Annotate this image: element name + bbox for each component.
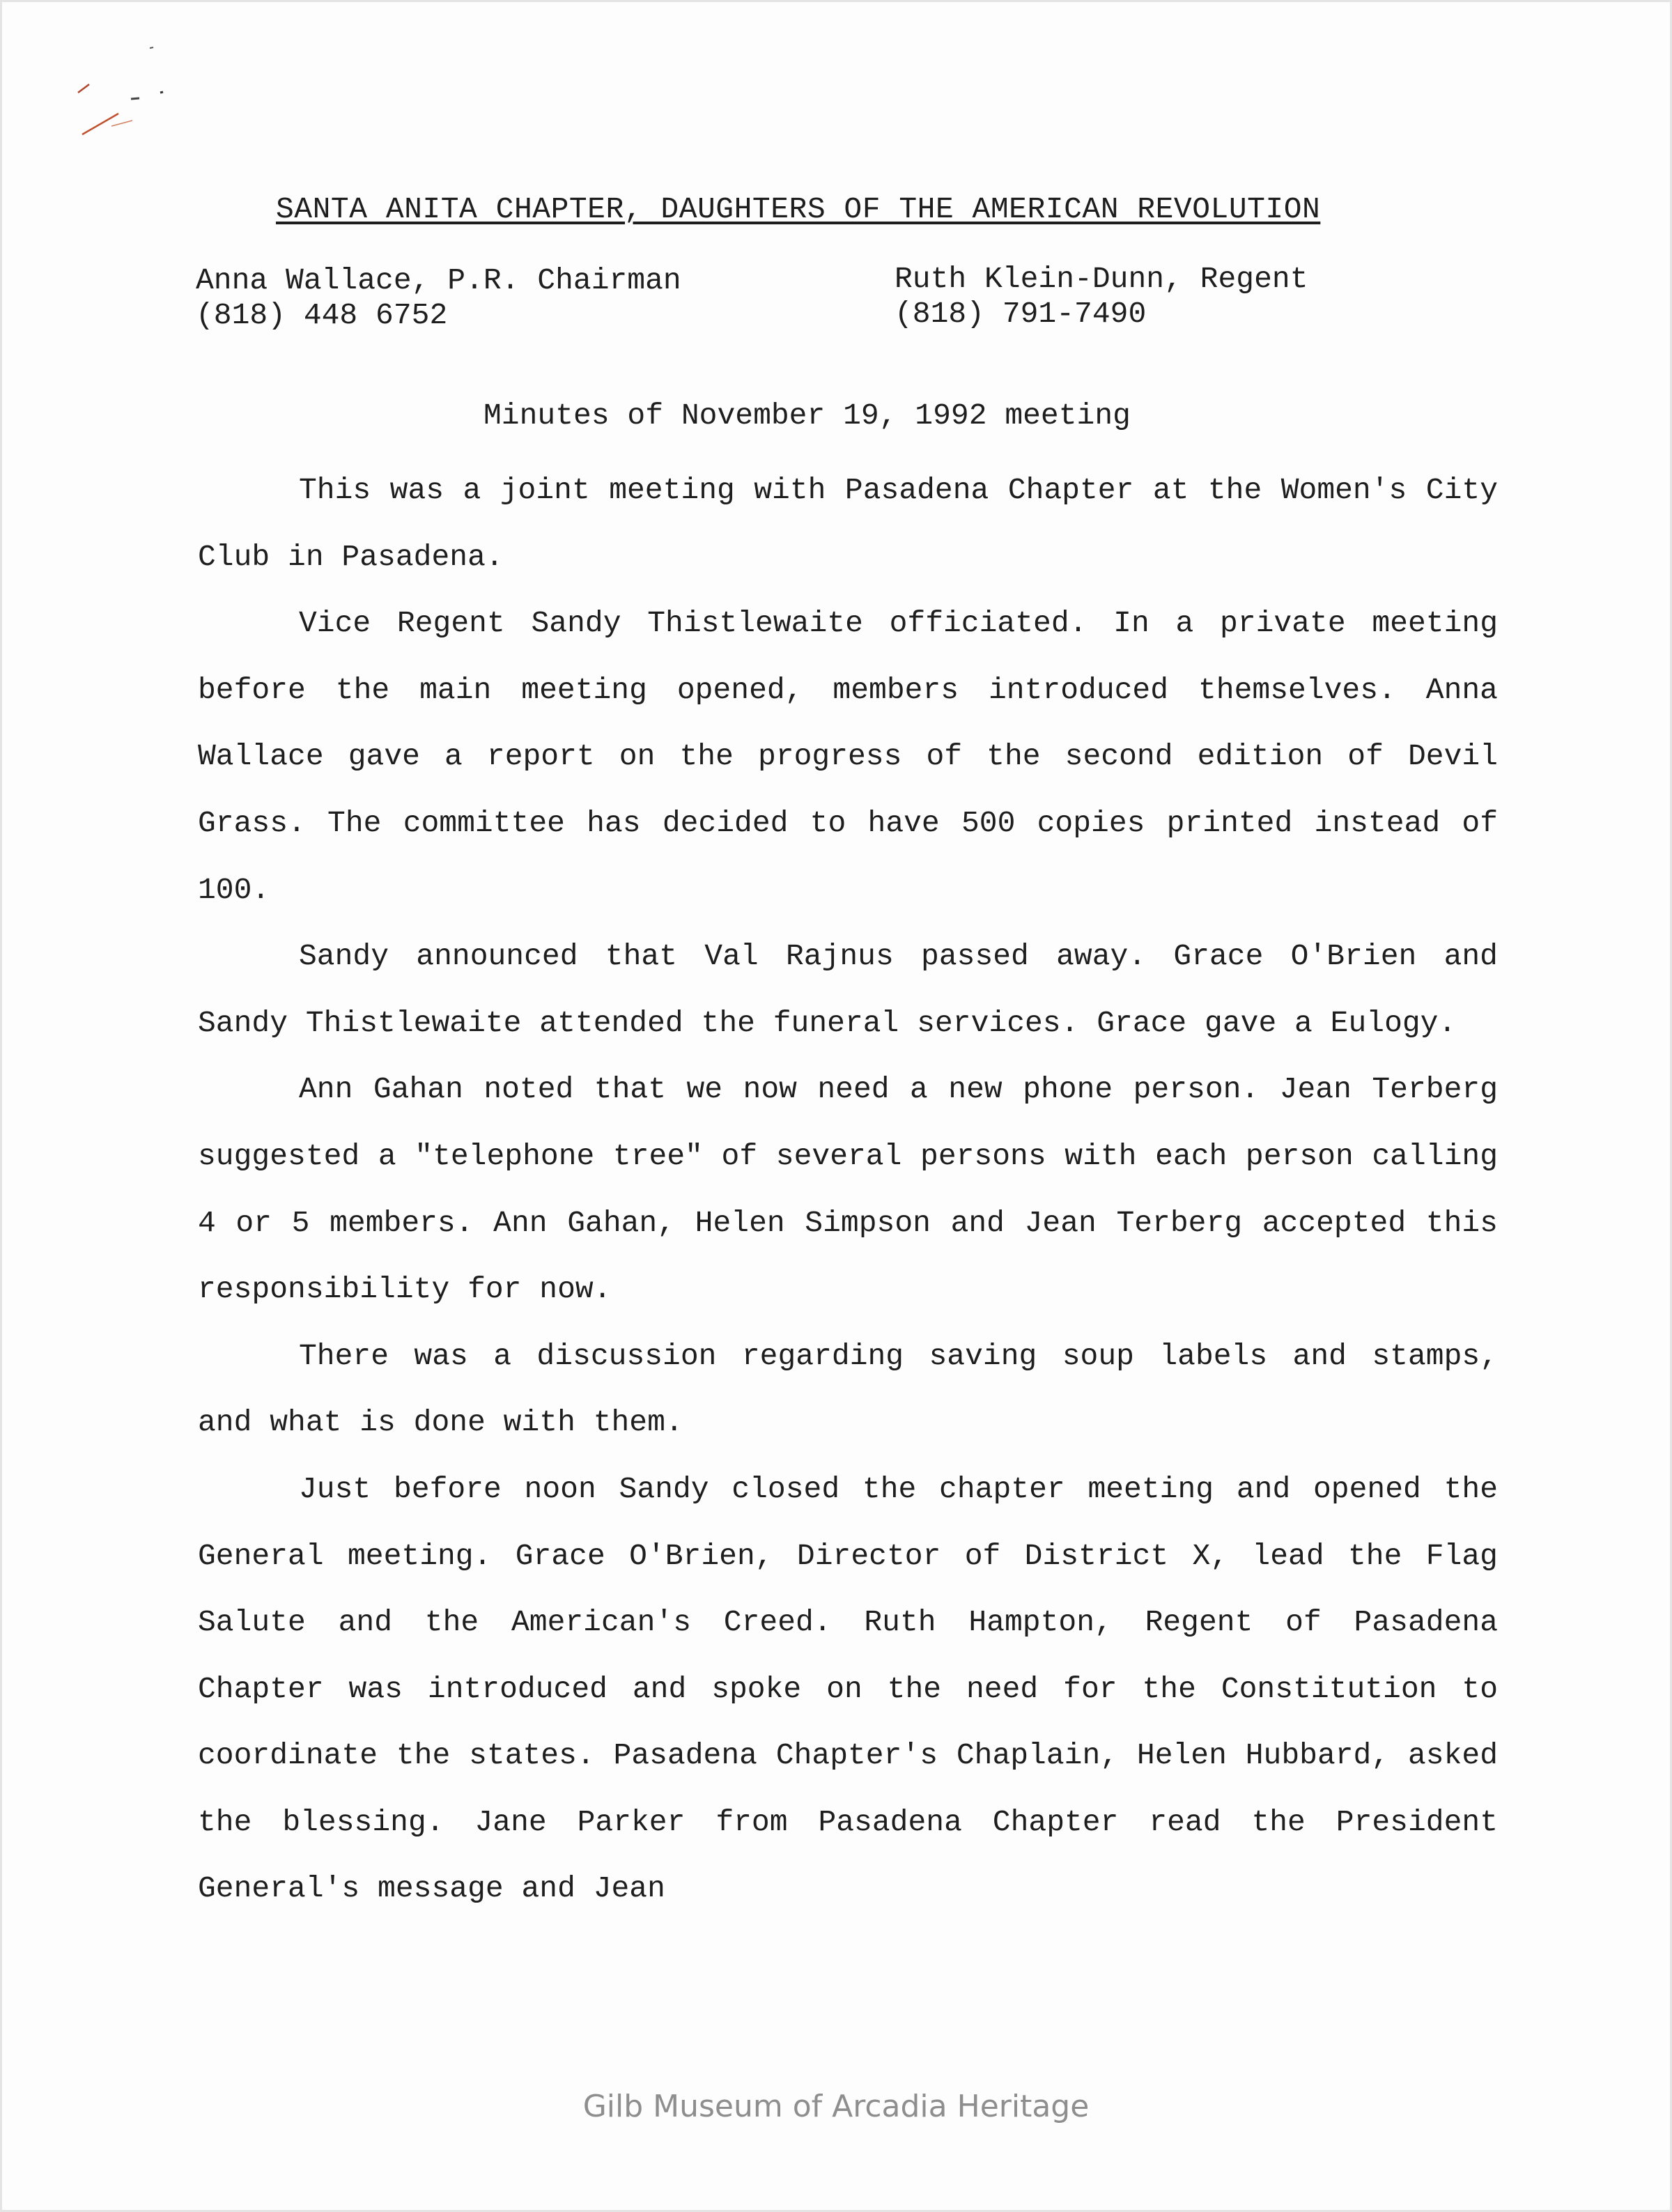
paragraph: Ann Gahan noted that we now need a new phone person. Jean Terberg suggested a "telephone tree" of several persons with each person calling 4 or 5 members. Ann Gahan, Helen Simpson and Jean Terberg accepted this responsibility for now. <box>198 1072 1498 1307</box>
watermark: Gilb Museum of Arcadia Heritage <box>582 2089 1090 2124</box>
contact-name-role: Ruth Klein-Dunn, Regent <box>895 262 1308 296</box>
contact-regent <box>895 262 1308 332</box>
paragraph: This was a joint meeting with Pasadena Chapter at the Women's City Club in Pasadena. <box>198 473 1498 574</box>
minutes-title: Minutes of November 19, 1992 meeting <box>483 399 1131 433</box>
paragraph: Just before noon Sandy closed the chapter meeting and opened the General meeting. Grace O'Brien, Director of District X, lead the Flag Salute and the American's Creed. Ruth Hampton, Regent of Pasadena Chapter was introduced and spoke on the need for the Constitution to coordinate the states. Pasadena Chapter's Chaplain, Helen Hubbard, asked the blessing. Jane Parker from Pasadena Chapter read the President General's message and Jean <box>198 1471 1498 1906</box>
paragraph: Sandy announced that Val Rajnus passed away. Grace O'Brien and Sandy Thistlewaite attended the funeral services. Grace gave a Eulogy. <box>198 939 1498 1040</box>
contact-name-role: Anna Wallace, P.R. Chairman <box>196 263 681 297</box>
organization-heading: SANTA ANITA CHAPTER, DAUGHTERS OF THE AMERICAN REVOLUTION <box>276 192 1321 226</box>
paragraph: There was a discussion regarding saving soup labels and stamps, and what is done with them. <box>198 1338 1498 1440</box>
contact-phone: (818) 791-7490 <box>895 297 1147 331</box>
minutes-body <box>198 457 1498 1922</box>
stray-pen-marks <box>70 38 181 150</box>
contact-phone: (818) 448 6752 <box>196 298 448 332</box>
contact-pr-chairman <box>196 263 681 333</box>
paragraph: Vice Regent Sandy Thistlewaite officiated. In a private meeting before the main meeting opened, members introduced themselves. Anna Wallace gave a report on the progress of the second edition of Devil Grass. The committee has decided to have 500 copies printed instead of 100. <box>198 606 1498 907</box>
